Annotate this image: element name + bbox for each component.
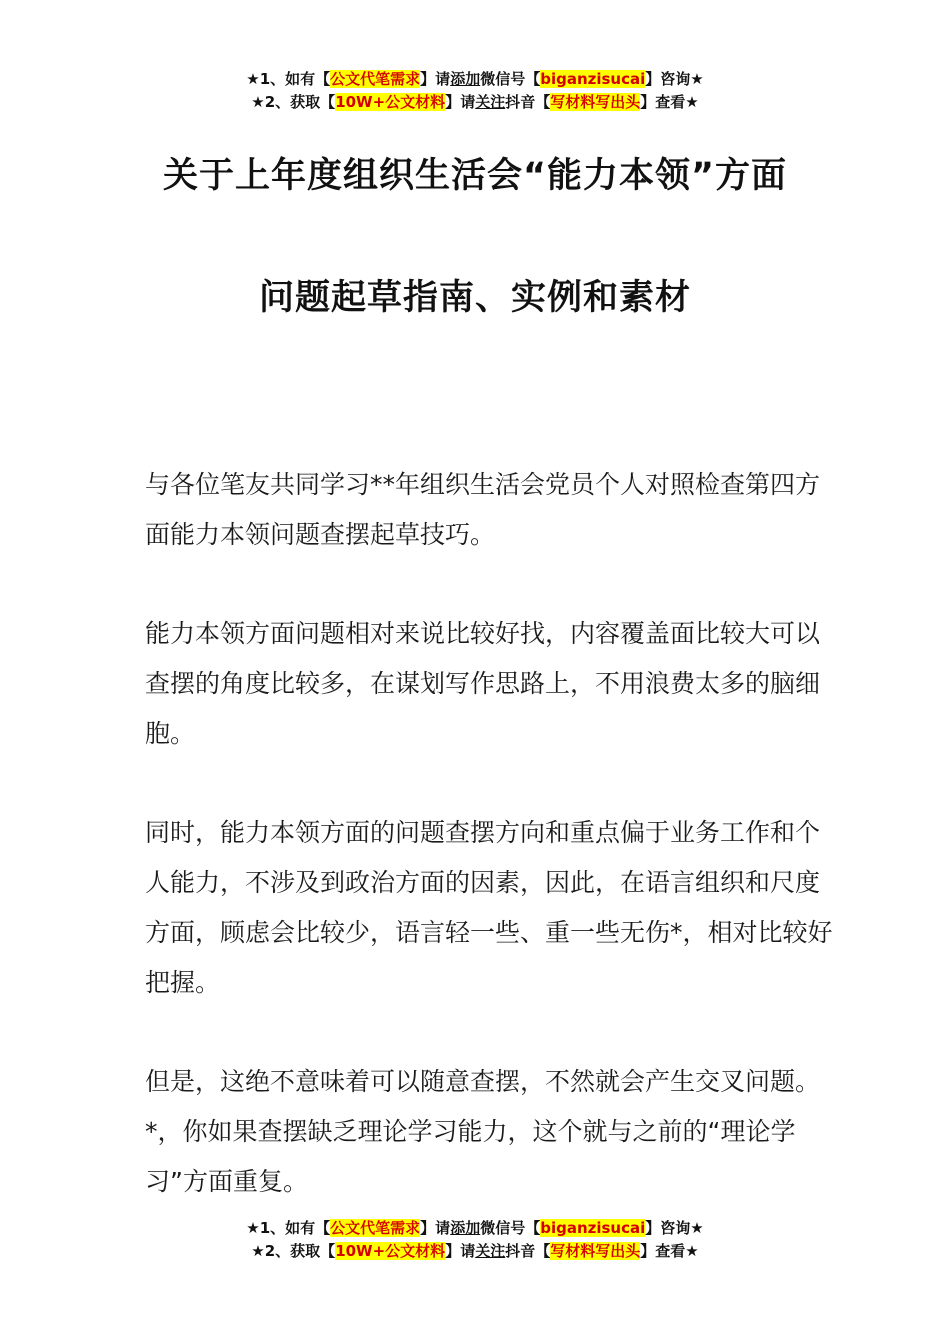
banner-underline: 添加 [450, 1219, 481, 1237]
document-body [145, 460, 835, 1256]
banner-text: 】请 [420, 1219, 451, 1237]
banner-text: 微信号【 [480, 1219, 541, 1237]
banner-text: 抖音【 [505, 93, 551, 111]
banner-highlight: 写材料写出头 [550, 93, 641, 111]
document-title-line-2: 问题起草指南、实例和素材 [258, 278, 691, 318]
banner-text: 】请 [445, 93, 476, 111]
banner-highlight: biganzisucai [540, 1219, 646, 1237]
banner-line-2 [0, 91, 950, 114]
document-title-line-1: 关于上年度组织生活会“能力本领”方面 [162, 156, 787, 196]
body-paragraph: 但是，这绝不意味着可以随意查摆，不然就会产生交叉问题。*，你如果查摆缺乏理论学习能力，这个就与之前的“理论学习”方面重复。 [145, 1067, 821, 1196]
banner-text: 】查看★ [640, 1242, 699, 1260]
banner-text: 抖音【 [505, 1242, 551, 1260]
banner-underline: 关注 [475, 93, 506, 111]
banner-text: 】咨询★ [645, 1219, 704, 1237]
header-banner [0, 68, 950, 114]
banner-highlight: 写材料写出头 [550, 1242, 641, 1260]
banner-highlight: 10W+公文材料 [335, 93, 446, 111]
banner-highlight: biganzisucai [540, 70, 646, 88]
banner-line-2 [0, 1240, 950, 1263]
banner-underline: 添加 [450, 70, 481, 88]
body-paragraph: 能力本领方面问题相对来说比较好找，内容覆盖面比较大可以查摆的角度比较多，在谋划写作思路上，不用浪费太多的脑细胞。 [145, 619, 821, 748]
body-paragraph: 与各位笔友共同学习**年组织生活会党员个人对照检查第四方面能力本领问题查摆起草技巧。 [145, 470, 821, 549]
banner-text: ★2、获取【 [251, 1242, 336, 1260]
banner-text: ★1、如有【 [246, 70, 331, 88]
banner-text: ★2、获取【 [251, 93, 336, 111]
body-paragraph: 同时，能力本领方面的问题查摆方向和重点偏于业务工作和个人能力，不涉及到政治方面的因素，因此，在语言组织和尺度方面，顾虑会比较少，语言轻一些、重一些无伤*，相对比较好把握。 [145, 818, 833, 997]
banner-text: 】查看★ [640, 93, 699, 111]
banner-text: 】请 [420, 70, 451, 88]
banner-line-1 [0, 68, 950, 91]
banner-highlight: 公文代笔需求 [330, 70, 421, 88]
banner-line-1 [0, 1217, 950, 1240]
banner-highlight: 公文代笔需求 [330, 1219, 421, 1237]
banner-text: ★1、如有【 [246, 1219, 331, 1237]
banner-underline: 关注 [475, 1242, 506, 1260]
banner-highlight: 10W+公文材料 [335, 1242, 446, 1260]
banner-text: 】咨询★ [645, 70, 704, 88]
banner-text: 】请 [445, 1242, 476, 1260]
footer-banner [0, 1217, 950, 1263]
banner-text: 微信号【 [480, 70, 541, 88]
